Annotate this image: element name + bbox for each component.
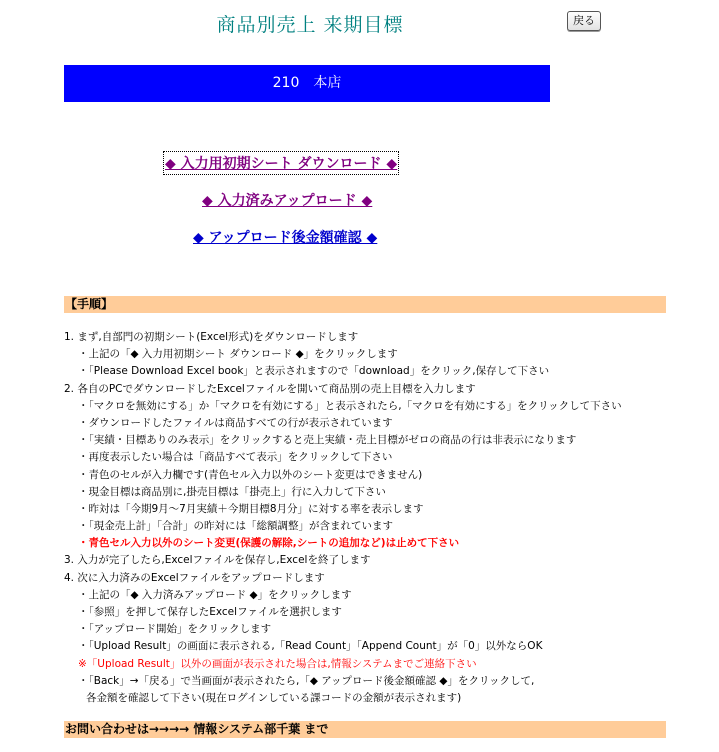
step-item: 4. 次に入力済みのExcelファイルをアップロードします [64,571,325,584]
step-item: ・現金目標は商品別に,掛売目標は「掛売上」行に入力して下さい [78,485,386,498]
step-item: 2. 各自のPCでダウンロードしたExcelファイルを開いて商品別の売上目標を入力します [64,382,476,395]
step-item: ・昨対は「今期9月〜7月実績＋今期目標8月分」に対する率を表示します [78,502,424,515]
step-item: ・再度表示したい場合は「商品すべて表示」をクリックして下さい [78,451,393,464]
step-item: ・「マクロを無効にする」か「マクロを有効にする」と表示されたら,「マクロを有効にする」をクリックして下さい [78,399,622,412]
upload-completed-link[interactable]: ◆ 入力済みアップロード ◆ [202,193,373,209]
step-item: ・「アップロード開始」をクリックします [78,623,272,636]
step-item: ・上記の「◆ 入力用初期シート ダウンロード ◆」をクリックします [78,348,398,361]
step-item: 各金額を確認して下さい(現在ログインしている課コードの金額が表示されます) [86,691,462,704]
download-initial-sheet-link[interactable]: ◆ 入力用初期シート ダウンロード ◆ [165,153,397,173]
note-step-item: ※「Upload Result」以外の画面が表示された場合は,情報システムまでご連絡下さい [78,657,477,670]
page-title: 商品別売上 来期目標 [216,14,404,36]
procedure-steps [64,329,664,707]
warning-step-item: ・青色セル入力以外のシート変更(保護の解除,シートの追加など)は止めて下さい [78,537,460,550]
step-item: ・「Please Download Excel book」と表示されますので「download」をクリック,保存して下さい [78,365,550,378]
step-item: ・「Back」→「戻る」で当画面が表示されたら,「◆ アップロード後金額確認 ◆」をクリックして, [78,674,535,687]
step-item: 3. 入力が完了したら,Excelファイルを保存し,Excelを終了します [64,554,371,567]
back-button[interactable]: 戻る [567,11,601,31]
contact-footer: お問い合わせは→→→→ 情報システム部千葉 まで [64,721,666,738]
step-item: ・青色のセルが入力欄です(青色セル入力以外のシート変更はできません) [78,468,423,481]
step-item: ・「Upload Result」の画面に表示される,「Read Count」「Append Count」が「0」以外ならOK [78,640,543,653]
step-item: ・ダウンロードしたファイルは商品すべての行が表示されています [78,416,393,429]
step-item: ・「現金売上計」「合計」の昨対には「総額調整」が含まれています [78,520,393,533]
confirm-amount-link[interactable]: ◆ アップロード後金額確認 ◆ [193,230,378,246]
step-item: ・上記の「◆ 入力済みアップロード ◆」をクリックします [78,588,352,601]
step-item: ・「実績・目標ありのみ表示」をクリックすると売上実績・売上目標がゼロの商品の行は非表示になります [78,434,577,447]
step-item: ・「参照」を押して保存したExcelファイルを選択します [78,606,342,618]
step-item: 1. まず,自部門の初期シート(Excel形式)をダウンロードします [64,331,359,343]
department-banner: 210 本店 [64,65,550,102]
procedure-header: 【手順】 [64,296,666,313]
